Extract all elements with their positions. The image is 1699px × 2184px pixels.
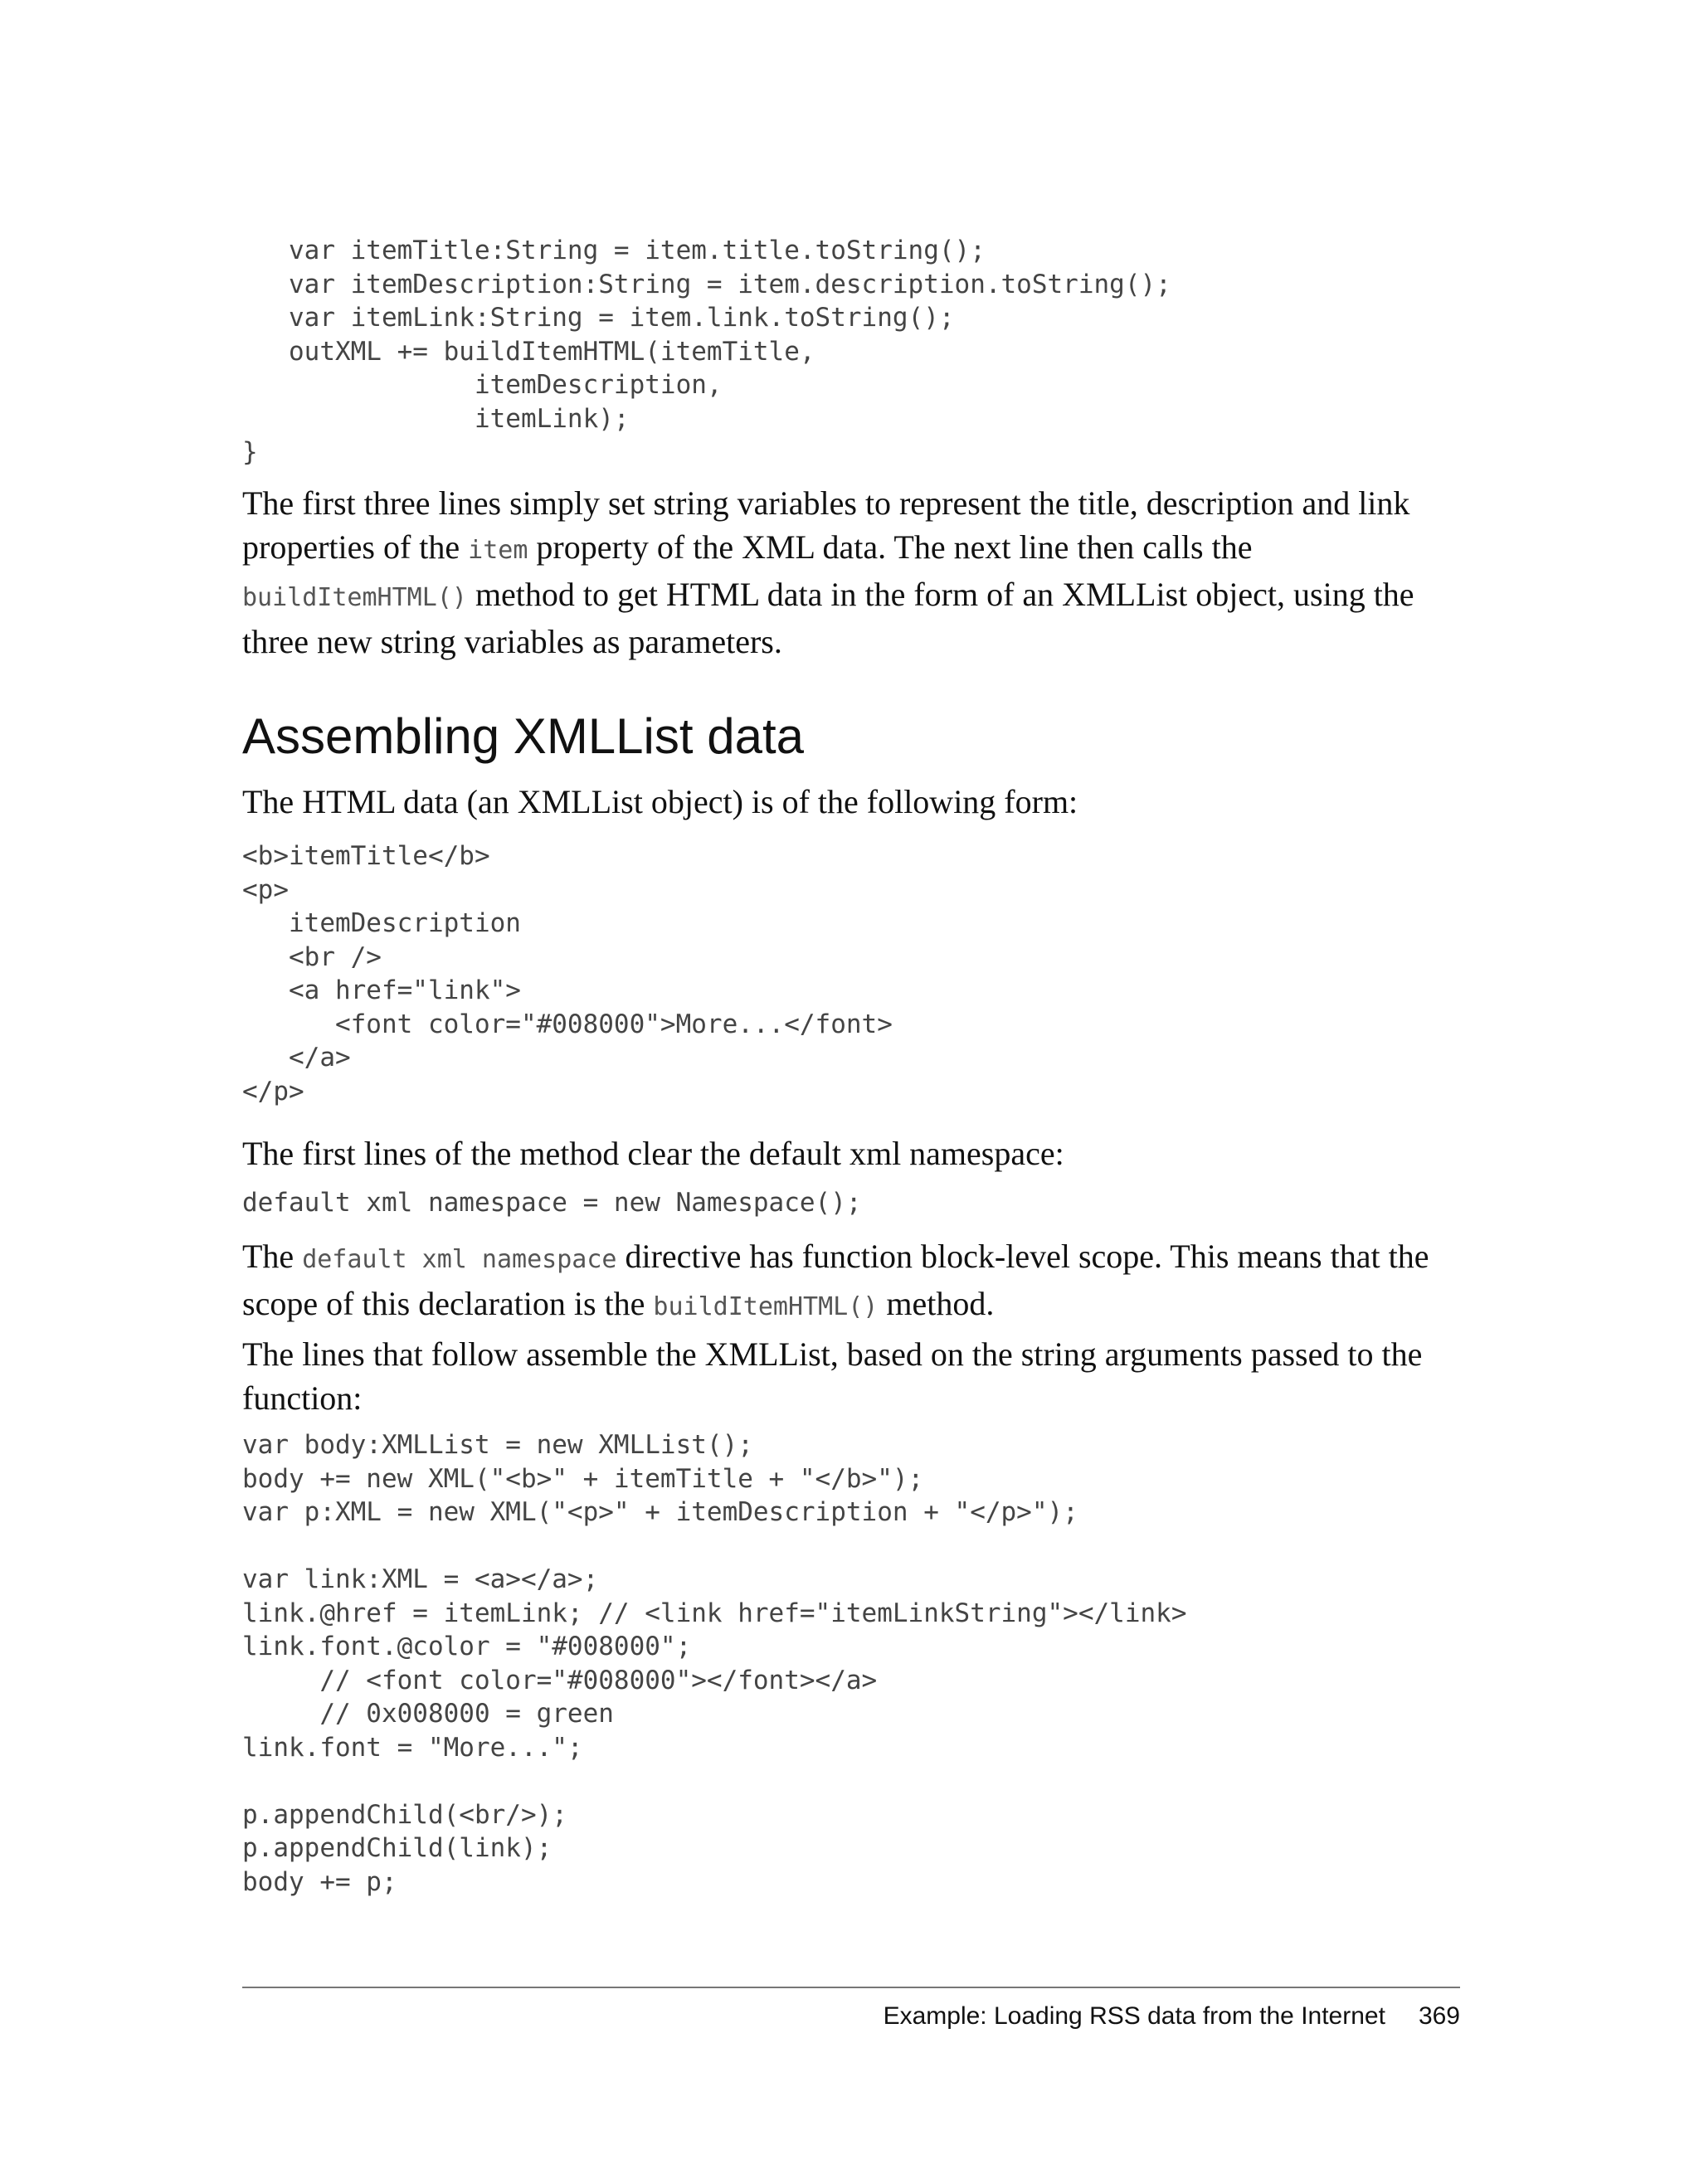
- paragraph-text: The: [242, 1238, 303, 1275]
- code-block-namespace: [242, 1186, 862, 1220]
- code-line: p.appendChild(<br/>);: [242, 1799, 567, 1830]
- page-footer: [242, 2002, 1460, 2031]
- paragraph-text: property of the XML data. The next line then calls the: [528, 528, 1253, 566]
- code-line: default xml namespace = new Namespace();: [242, 1188, 862, 1218]
- code-block-loop-body: [242, 234, 1171, 469]
- code-line: var itemLink:String = item.link.toString();: [242, 303, 955, 333]
- code-line: link.font = "More...";: [242, 1732, 583, 1763]
- footer-divider: [242, 1987, 1460, 1988]
- footer-title: Example: Loading RSS data from the Internet: [883, 2002, 1385, 2030]
- code-line: var body:XMLList = new XMLList();: [242, 1430, 753, 1460]
- code-line: itemDescription: [242, 908, 521, 938]
- code-line: var p:XML = new XML("<p>" + itemDescription + "</p>");: [242, 1497, 1078, 1527]
- code-line: <p>: [242, 874, 289, 905]
- paragraph-explanation: [242, 481, 1460, 664]
- inline-code: item: [468, 536, 528, 565]
- code-line: [242, 1530, 1186, 1564]
- code-line: [242, 1764, 1186, 1798]
- paragraph-namespace-intro: The first lines of the method clear the default xml namespace:: [242, 1135, 1064, 1172]
- code-block-assemble: [242, 1428, 1186, 1899]
- code-line: link.@href = itemLink; // <link href="itemLinkString"></link>: [242, 1598, 1187, 1628]
- paragraph-assemble-intro: The lines that follow assemble the XMLList, based on the string arguments passed to the function:: [242, 1335, 1423, 1417]
- code-line: var link:XML = <a></a>;: [242, 1564, 599, 1594]
- code-line: link.font.@color = "#008000";: [242, 1632, 692, 1661]
- inline-code: buildItemHTML(): [242, 583, 467, 612]
- paragraph-text: method.: [878, 1285, 995, 1322]
- code-line: itemDescription,: [242, 370, 723, 400]
- paragraph-form-intro: The HTML data (an XMLList object) is of the following form:: [242, 783, 1078, 820]
- code-block-html-form: [242, 839, 893, 1108]
- paragraph-text: The first three lines simply set string variables to represent the title, description and link properties of the: [242, 484, 1410, 566]
- code-line: itemLink);: [242, 403, 630, 434]
- inline-code: buildItemHTML(): [653, 1292, 879, 1321]
- document-page: [242, 0, 1460, 2184]
- code-line: </p>: [242, 1076, 304, 1107]
- code-line: // <font color="#008000"></font></a>: [242, 1665, 878, 1695]
- code-line: outXML += buildItemHTML(itemTitle,: [242, 336, 815, 367]
- code-line: body += p;: [242, 1866, 397, 1897]
- section-heading: Assembling XMLList data: [242, 708, 804, 764]
- page-number: 369: [1418, 2002, 1460, 2030]
- inline-code: default xml namespace: [302, 1245, 617, 1274]
- code-line: }: [242, 437, 258, 467]
- code-line: p.appendChild(link);: [242, 1833, 553, 1863]
- code-line: </a>: [242, 1043, 351, 1073]
- code-line: var itemTitle:String = item.title.toString();: [242, 236, 986, 265]
- code-line: <br />: [242, 941, 382, 972]
- paragraph-text: method to get HTML data in the form of an XMLList object, using the three new string variables as parameters.: [242, 576, 1414, 660]
- code-line: body += new XML("<b>" + itemTitle + "</b>");: [242, 1463, 924, 1494]
- code-line: <b>itemTitle</b>: [242, 841, 490, 871]
- code-line: <a href="link">: [242, 975, 521, 1005]
- code-line: // 0x008000 = green: [242, 1699, 614, 1729]
- code-line: <font color="#008000">More...</font>: [242, 1009, 893, 1039]
- paragraph-text: directive has function block-level scope. This means that the scope of this declaration is the: [242, 1238, 1429, 1322]
- code-line: var itemDescription:String = item.description.toString();: [242, 269, 1171, 299]
- paragraph-namespace-scope: [242, 1234, 1460, 1329]
